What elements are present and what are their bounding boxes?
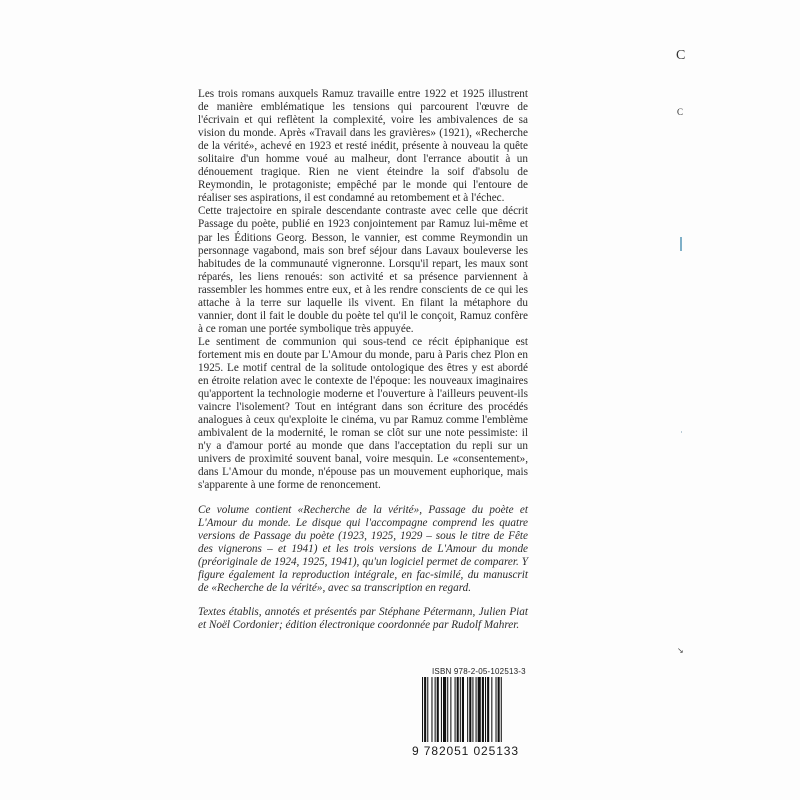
spine-letter-small: C	[677, 107, 684, 117]
summary-paragraph: Les trois romans auxquels Ramuz travaille entre 1922 et 1925 illustrent de manière emblématique les tensions qui parcourent l'œuvre de l'écrivain et qui reflètent la complexité, voire les ambivalences de sa vision du monde. Après «Travail dans les gravières» (1921), «Recherche de la vérité», achevé en 1923 et resté inédit, présente à nouveau la quête solitaire d'un homme voué au malheur, dont l'errance aboutit à un dénouement tragique. Rien ne vient éteindre la soif d'absolu de Reymondin, le protagoniste; empêché par le monde qui l'entoure de réaliser ses aspirations, il est condamné au retombement et à l'échec.	[198, 88, 528, 205]
contents-note: Ce volume contient «Recherche de la vérité», Passage du poète et L'Amour du monde. Le disque qui l'accompagne comprend les quatre versions de Passage du poète (1923, 1925, 1929 – sous le titre de Fête des vignerons – et 1941) et les trois versions de L'Amour du monde (préoriginale de 1924, 1925, 1941), qu'un logiciel permet de comparer. Y figure également la reproduction intégrale, en fac-similé, du manuscrit de «Recherche de la vérité», avec sa transcription en regard.	[198, 504, 528, 595]
barcode-image	[420, 677, 540, 742]
spine-letter: C	[676, 48, 686, 63]
edition-info	[198, 504, 528, 643]
summary-paragraph: Cette trajectoire en spirale descendante contraste avec celle que décrit Passage du poète, publié en 1923 conjointement par Ramuz lui-même et par les Éditions Georg. Besson, le vannier, est comme Reymondin un personnage vagabond, mais son bref séjour dans Lavaux bouleverse les habitudes de la communauté vigneronne. Lorsqu'il repart, les maux sont réparés, les liens renoués: son activité et sa présence parviennent à rassembler les hommes entre eux, et à les rendre conscients de ce qui les attache à la terre sur laquelle ils vivent. En filant la métaphore du vannier, dont il fait le double du poète tel qu'il le conçoit, Ramuz confère à ce roman une portée symbolique très appuyée.	[198, 205, 528, 335]
spine-accent-mark	[680, 237, 682, 251]
credits: Textes établis, annotés et présentés par Stéphane Pétermann, Julien Piat et Noël Cordonier; édition électronique coordonnée par Rudolf Mahrer.	[198, 606, 528, 632]
summary-paragraph: Le sentiment de communion qui sous-tend ce récit épiphanique est fortement mis en doute par L'Amour du monde, paru à Paris chez Plon en 1925. Le motif central de la solitude ontologique des êtres y est abordé en étroite relation avec le contexte de l'époque: les nouveaux imaginaires qu'apportent la technologie moderne et l'ouverture à l'ailleurs peuvent-ils vaincre l'isolement? Tout en intégrant dans son écriture des procédés analogues à ceux qu'exploite le cinéma, vu par Ramuz comme l'emblème ambivalent de la modernité, le roman se clôt sur une note pessimiste: il n'y a d'amour porté au monde que dans l'acceptation du repli sur un univers de proximité souvent banal, voire mesquin. Le «consentement», dans L'Amour du monde, n'épouse pas un mouvement euphorique, mais s'apparente à une forme de renoncement.	[198, 335, 528, 492]
isbn-label: ISBN 978-2-05-102513-3	[432, 667, 526, 676]
spine-dot	[681, 431, 682, 433]
spine-arrow-icon: ↘	[677, 646, 684, 655]
barcode-digits: 9 782051 025133	[412, 744, 519, 758]
summary-text	[198, 88, 528, 492]
